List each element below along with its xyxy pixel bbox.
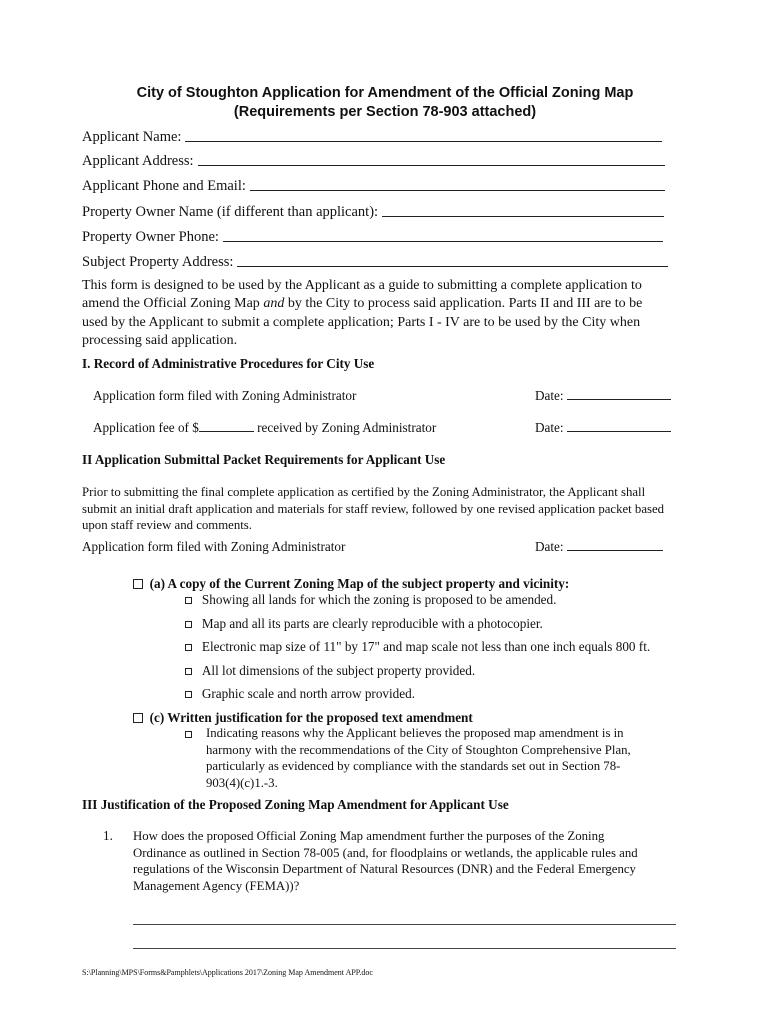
answer-line[interactable] (133, 948, 676, 949)
text-line: Indicating reasons why the Applicant believes the proposed map amendment is in (206, 726, 624, 740)
intro-paragraph (82, 277, 692, 351)
small-checkbox-icon[interactable] (185, 691, 192, 698)
field-label: Applicant Phone and Email: (82, 178, 246, 194)
date-label: Date: (535, 420, 564, 435)
item-c-sub[interactable] (185, 726, 192, 742)
input-line[interactable] (250, 190, 665, 191)
section-3-heading: III Justification of the Proposed Zoning Map Amendment for Applicant Use (82, 797, 509, 812)
item-c[interactable] (133, 710, 473, 726)
date-label: Date: (535, 388, 564, 403)
text-line: harmony with the recommendations of the City of Stoughton Comprehensive Plan, (206, 742, 631, 757)
input-line[interactable] (198, 165, 665, 166)
answer-line[interactable] (133, 924, 676, 925)
field-label: Subject Property Address: (82, 254, 234, 270)
date-input-line[interactable] (567, 389, 671, 400)
intro-line: amend the Official Zoning Map and by the City to process said application. Parts II and III are to be (82, 296, 643, 312)
form-subtitle: (Requirements per Section 78-903 attached) (233, 104, 537, 120)
item-a-sub[interactable]: Graphic scale and north arrow provided. (185, 686, 415, 702)
applicant-name-field[interactable] (82, 124, 662, 146)
input-line[interactable] (223, 241, 663, 242)
checkbox-icon[interactable] (133, 579, 143, 589)
question-1-text (133, 828, 678, 894)
paragraph-line: Prior to submitting the final complete application as certified by the Zoning Administrator, the Applicant shall (82, 485, 646, 499)
item-c-label: (c) Written justification for the proposed text amendment (149, 710, 473, 725)
date-input-line[interactable] (567, 421, 671, 432)
field-label: Property Owner Name (if different than applicant): (82, 204, 379, 220)
field-label: Applicant Name: (82, 129, 182, 145)
item-a-label: (a) A copy of the Current Zoning Map of the subject property and vicinity: (149, 576, 570, 591)
fee-received-row: Application fee of $ received by Zoning Administrator (93, 420, 437, 435)
text-line: How does the proposed Official Zoning Map amendment further the purposes of the Zoning (133, 829, 605, 843)
text-line: 903(4)(c)1.-3. (206, 775, 278, 790)
paragraph-line: upon staff review and comments. (82, 518, 252, 533)
applicant-phone-email-field[interactable] (82, 173, 665, 195)
section-2-heading: II Application Submittal Packet Requirements for Applicant Use (82, 452, 446, 467)
small-checkbox-icon[interactable] (185, 644, 192, 651)
field-label: Applicant Address: (82, 153, 194, 169)
date-input-line[interactable] (567, 540, 663, 551)
intro-line: This form is designed to be used by the Applicant as a guide to submitting a complete application to (82, 278, 642, 293)
paragraph-line: submit an initial draft application and materials for staff review, followed by one revised application packet based (82, 501, 665, 516)
item-c-sub-text (206, 725, 676, 791)
text-line: Management Agency (FEMA))? (133, 878, 300, 893)
intro-line: processing said application. (82, 333, 238, 349)
section-2-paragraph (82, 484, 687, 534)
text-line: particularly as evidenced by compliance with the standards set out in Section 78- (206, 759, 621, 774)
fee-date-field[interactable] (535, 420, 671, 436)
small-checkbox-icon[interactable] (185, 668, 192, 675)
applicant-form-filed-label: Application form filed with Zoning Administrator (82, 539, 346, 554)
property-owner-phone-field[interactable] (82, 224, 663, 246)
input-line[interactable] (237, 266, 668, 267)
item-a-sub[interactable]: Map and all its parts are clearly reproducible with a photocopier. (185, 616, 543, 632)
checkbox-icon[interactable] (133, 713, 143, 723)
section-1-heading: I. Record of Administrative Procedures for City Use (82, 356, 375, 371)
item-a-sub[interactable]: All lot dimensions of the subject property provided. (185, 663, 475, 679)
applicant-date-field[interactable] (535, 539, 663, 555)
text-line: Ordinance as outlined in Section 78-005 (and, for floodplains or wetlands, the applicable rules and (133, 845, 638, 860)
property-owner-name-field[interactable] (82, 199, 664, 221)
question-number: 1. (103, 828, 113, 843)
applicant-address-field[interactable] (82, 148, 665, 170)
small-checkbox-icon[interactable] (185, 621, 192, 628)
item-a-sub[interactable]: Showing all lands for which the zoning is proposed to be amended. (185, 592, 556, 608)
input-line[interactable] (185, 141, 662, 142)
input-line[interactable] (382, 216, 664, 217)
subject-property-address-field[interactable] (82, 249, 668, 271)
field-label: Property Owner Phone: (82, 229, 219, 245)
form-title: City of Stoughton Application for Amendment of the Official Zoning Map (136, 85, 634, 101)
fee-amount-blank[interactable] (199, 421, 254, 432)
footer-path: S:\Planning\MPS\Forms&Pamphlets\Applications 2017\Zoning Map Amendment APP.doc (82, 968, 373, 977)
item-a-sub[interactable]: Electronic map size of 11" by 17" and map scale not less than one inch equals 800 ft. (185, 639, 650, 655)
admin-form-filed-label: Application form filed with Zoning Administrator (93, 388, 357, 403)
date-label: Date: (535, 539, 564, 554)
small-checkbox-icon[interactable] (185, 597, 192, 604)
intro-line: used by the Applicant to submit a complete application; Parts I - IV are to be used by the City when (82, 314, 641, 330)
small-checkbox-icon[interactable] (185, 731, 192, 738)
item-a[interactable] (133, 576, 569, 592)
text-line: regulations of the Wisconsin Department of Natural Resources (DNR) and the Federal Emergency (133, 862, 636, 877)
admin-date-field[interactable] (535, 388, 671, 404)
